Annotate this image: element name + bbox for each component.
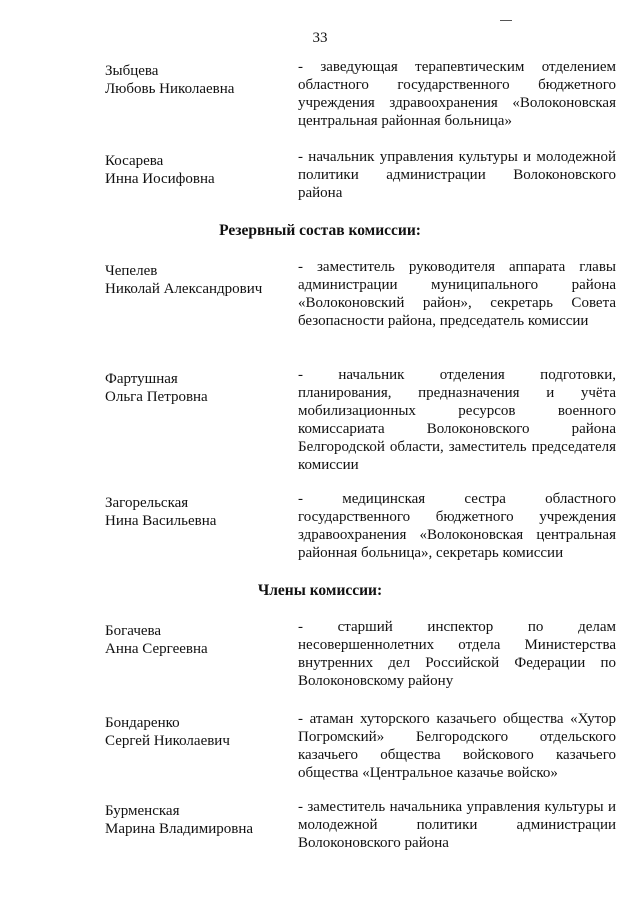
- member-given-name: Любовь Николаевна: [105, 81, 235, 97]
- member-role: - начальник управления культуры и молодежной политики администрации Волоконовского района: [298, 149, 616, 201]
- member-role: - заместитель начальника управления культуры и молодежной политики администрации Волоконовского района: [298, 799, 616, 851]
- member-surname: Бондаренко: [105, 715, 180, 731]
- member-role: - начальник отделения подготовки, планирования, предназначения и учёта мобилизационных ресурсов военного комиссариата Волоконовского района Белгородской области, заместитель председателя комиссии: [298, 367, 616, 473]
- member-given-name: Инна Иосифовна: [105, 171, 215, 187]
- member-name: [105, 622, 285, 658]
- member-name: [105, 62, 285, 98]
- member-surname: Загорельская: [105, 495, 189, 511]
- member-given-name: Ольга Петровна: [105, 389, 208, 405]
- member-surname: Фартушная: [105, 371, 178, 387]
- member-given-name: Марина Владимировна: [105, 821, 254, 837]
- member-role: - заместитель руководителя аппарата главы администрации муниципального района «Волоконовский район», секретарь Совета безопасности района, председатель комиссии: [298, 259, 616, 329]
- member-name: [105, 370, 285, 406]
- page-number: 33: [312, 30, 328, 46]
- member-given-name: Николай Александрович: [105, 281, 263, 297]
- member-role: - медицинская сестра областного государственного бюджетного учреждения здравоохранения «Волоконовская центральная районная больница», секретарь комиссии: [298, 491, 616, 561]
- member-given-name: Анна Сергеевна: [105, 641, 208, 657]
- member-surname: Богачева: [105, 623, 162, 639]
- member-name: [105, 262, 285, 298]
- member-name: [105, 714, 285, 750]
- member-name: [105, 802, 285, 838]
- member-surname: Косарева: [105, 153, 164, 169]
- member-given-name: Сергей Николаевич: [105, 733, 230, 749]
- member-given-name: Нина Васильевна: [105, 513, 217, 529]
- member-surname: Бурменская: [105, 803, 180, 819]
- member-surname: Чепелев: [105, 263, 158, 279]
- member-name: [105, 494, 285, 530]
- member-role: - заведующая терапевтическим отделением областного государственного бюджетного учреждения здравоохранения «Волоконовская центральная районная больница»: [298, 59, 616, 129]
- section-heading-members: Члены комиссии:: [257, 582, 383, 599]
- scan-mark: [500, 20, 512, 21]
- member-surname: Зыбцева: [105, 63, 159, 79]
- member-role: - атаман хуторского казачьего общества «Хутор Погромский» Белгородского отдельского казачьего общества войскового казачьего общества «Центральное казачье войско»: [298, 711, 616, 781]
- member-role: - старший инспектор по делам несовершеннолетних отдела Министерства внутренних дел Российской Федерации по Волоконовскому району: [298, 619, 616, 689]
- member-name: [105, 152, 285, 188]
- section-heading-reserve: Резервный состав комиссии:: [219, 222, 421, 239]
